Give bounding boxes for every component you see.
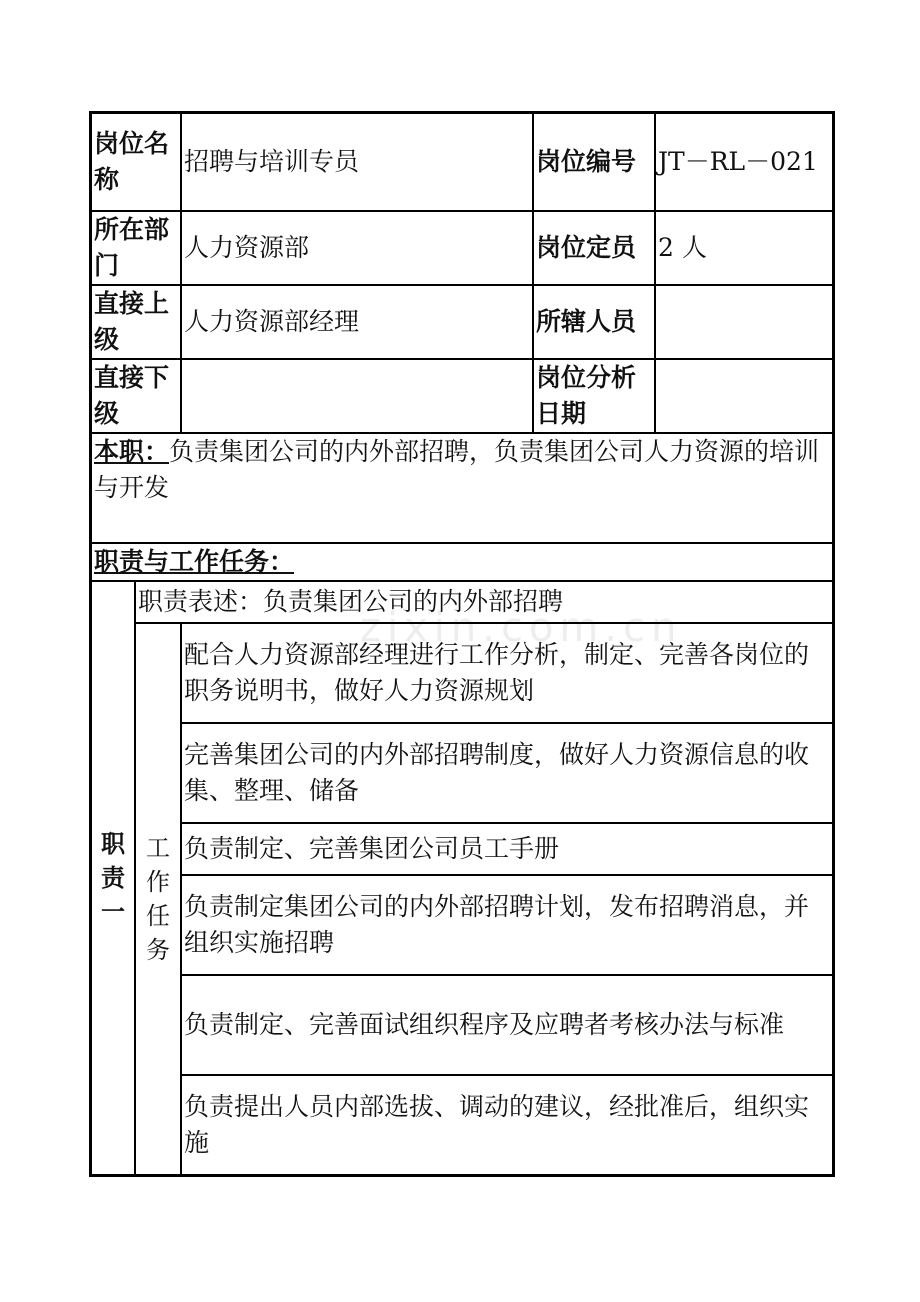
task-item: 配合人力资源部经理进行工作分析，制定、完善各岗位的职务说明书，做好人力资源规划 xyxy=(181,623,833,723)
task-item: 负责制定集团公司的内外部招聘计划，发布招聘消息，并组织实施招聘 xyxy=(181,875,833,975)
post-code-value: JT－RL－021 xyxy=(655,113,833,211)
task-label: 工作任务 xyxy=(135,623,181,1175)
direct-sub-value xyxy=(181,359,533,433)
responsibilities-heading: 职责与工作任务： xyxy=(91,543,833,581)
duty-one-label: 职责一 xyxy=(91,581,135,1175)
subordinates-label: 所辖人员 xyxy=(533,285,655,359)
superior-value: 人力资源部经理 xyxy=(181,285,533,359)
job-description-document xyxy=(89,111,831,1177)
quota-value: 2 人 xyxy=(655,211,833,285)
task-item: 负责制定、完善集团公司员工手册 xyxy=(181,823,833,875)
task-item: 负责提出人员内部选拔、调动的建议，经批准后，组织实施 xyxy=(181,1075,833,1175)
watermark: zixin.com.cn xyxy=(360,605,683,651)
task-item: 负责制定、完善面试组织程序及应聘者考核办法与标准 xyxy=(181,975,833,1075)
post-name-label: 岗位名称 xyxy=(91,113,181,211)
dept-label: 所在部门 xyxy=(91,211,181,285)
analysis-date-value xyxy=(655,359,833,433)
dept-value: 人力资源部 xyxy=(181,211,533,285)
duty-summary-text: 负责集团公司的内外部招聘，负责集团公司人力资源的培训与开发 xyxy=(94,437,820,502)
subordinates-value xyxy=(655,285,833,359)
task-item: 完善集团公司的内外部招聘制度，做好人力资源信息的收集、整理、储备 xyxy=(181,723,833,823)
quota-label: 岗位定员 xyxy=(533,211,655,285)
post-code-label: 岗位编号 xyxy=(533,113,655,211)
job-description-table xyxy=(89,111,835,1177)
superior-label: 直接上级 xyxy=(91,285,181,359)
duty-summary-cell xyxy=(91,433,833,543)
post-name-value: 招聘与培训专员 xyxy=(181,113,533,211)
duty-summary-label: 本职： xyxy=(94,437,170,466)
direct-sub-label: 直接下级 xyxy=(91,359,181,433)
analysis-date-label: 岗位分析日期 xyxy=(533,359,655,433)
duty-one-statement: 职责表述：负责集团公司的内外部招聘 xyxy=(135,581,833,623)
